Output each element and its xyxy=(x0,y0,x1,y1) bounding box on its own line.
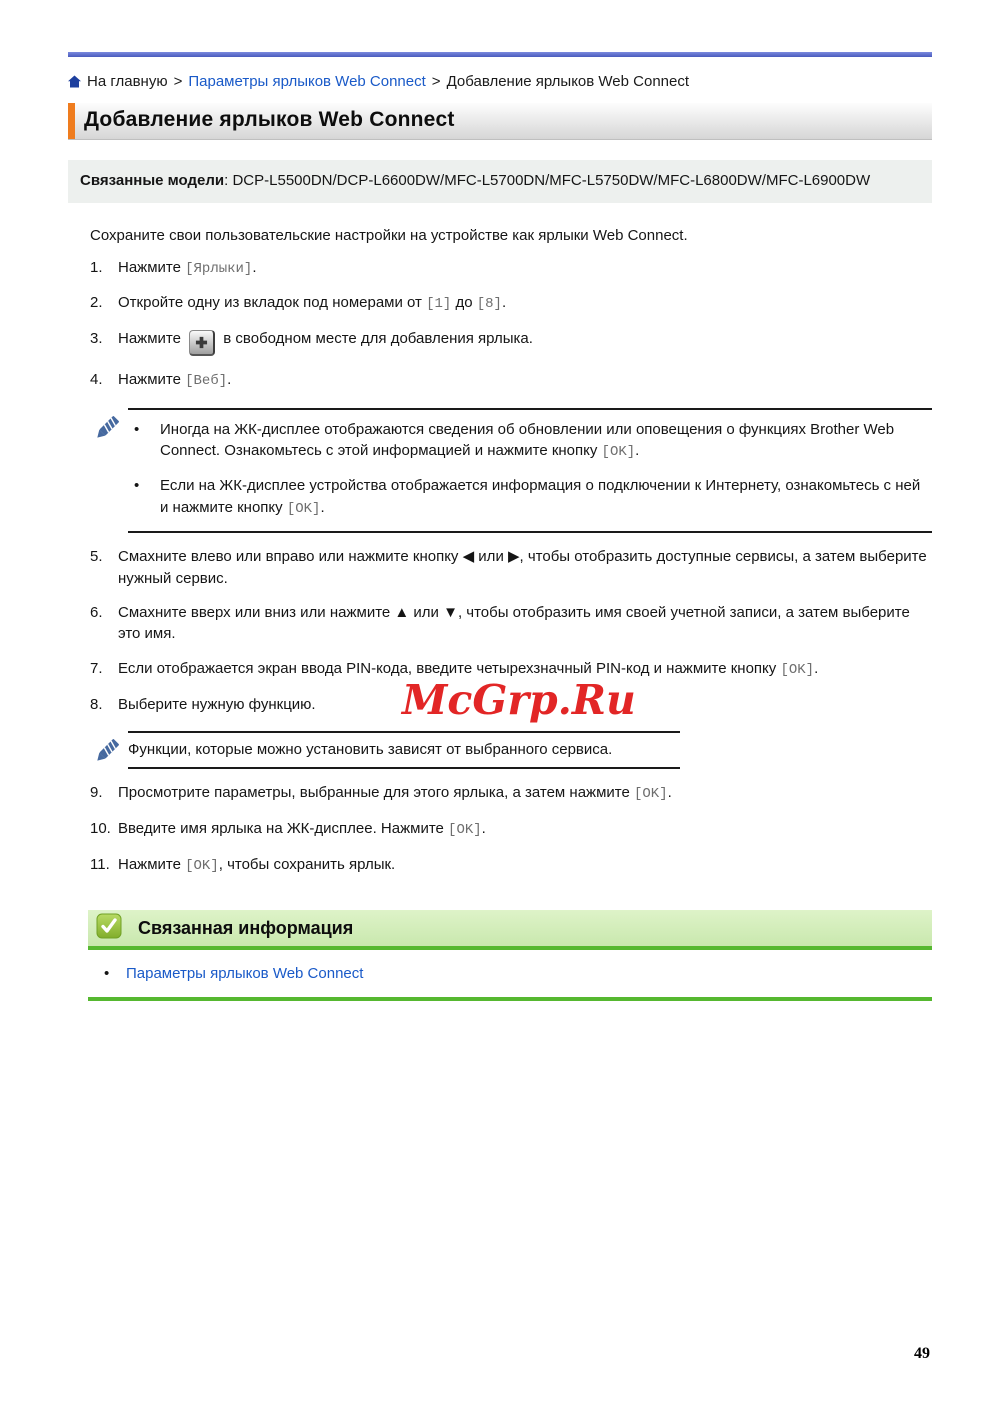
checkmark-icon xyxy=(96,913,122,943)
intro-text: Сохраните свои пользовательские настройки на устройстве как ярлыки Web Connect. xyxy=(90,226,688,244)
text-run: Выберите нужную функцию. xyxy=(118,695,316,713)
pencil-note-icon xyxy=(90,733,124,773)
lcd-button-label: [OK] xyxy=(185,857,219,874)
text-run: , чтобы сохранить ярлык. xyxy=(218,855,396,873)
text-run: . xyxy=(481,819,486,837)
step-number: 3. xyxy=(90,330,103,348)
text-run: . xyxy=(667,783,672,801)
related-models-label: Связанные модели xyxy=(80,172,225,189)
green-divider-rule xyxy=(88,997,932,1001)
text-run: Нажмите xyxy=(118,855,186,873)
steps-1-4 xyxy=(90,257,932,393)
lcd-button-label: [OK] xyxy=(601,444,636,461)
text-run: . xyxy=(814,659,819,677)
step-content xyxy=(118,854,395,877)
lcd-button-label: [OK] xyxy=(780,661,815,678)
step-content xyxy=(118,602,932,645)
step-item xyxy=(90,257,932,280)
related-models-box xyxy=(68,160,932,203)
step-number: 1. xyxy=(90,258,103,276)
bullet-marker: • xyxy=(134,421,140,439)
plus-button-icon xyxy=(189,330,215,356)
note-text: Функции, которые можно установить зависят от выбранного сервиса. xyxy=(128,740,613,758)
text-run: . xyxy=(635,442,640,460)
text-run: Если отображается экран ввода PIN-кода, введите четырехзначный PIN-код и нажмите кнопку xyxy=(118,659,781,677)
breadcrumb-link-web-connect-settings[interactable]: Параметры ярлыков Web Connect xyxy=(188,73,426,90)
note-block-1 xyxy=(90,408,932,533)
lcd-button-label: [OK] xyxy=(286,500,321,517)
step-content xyxy=(118,292,506,315)
step-number: 4. xyxy=(90,371,103,389)
breadcrumb-home[interactable]: На главную xyxy=(87,73,168,90)
watermark: McGrp.Ru xyxy=(402,676,636,724)
text-run: Просмотрите параметры, выбранные для этого ярлыка, а затем нажмите xyxy=(118,783,634,801)
note-bullet-content xyxy=(160,475,932,519)
note-bullet-item xyxy=(128,475,932,519)
lcd-button-label: [Ярлыки] xyxy=(185,260,253,277)
step-item xyxy=(90,854,932,877)
step-number: 8. xyxy=(90,695,103,713)
text-run: . xyxy=(320,498,325,516)
text-run: Введите имя ярлыка на ЖК-дисплее. Нажмите xyxy=(118,819,449,837)
step-item xyxy=(90,328,932,356)
step-number: 11. xyxy=(90,855,110,873)
text-run: в свободном месте для добавления ярлыка. xyxy=(219,330,533,348)
step-item xyxy=(90,546,932,589)
lcd-button-label: [OK] xyxy=(448,821,482,838)
step-content xyxy=(118,257,257,280)
breadcrumb-separator: > xyxy=(173,73,183,90)
text-run: Смахните влево или вправо или нажмите кнопку ◀ или ▶, чтобы отобразить доступные сервисы, а затем выберите нужный сервис. xyxy=(118,548,927,587)
related-information-header xyxy=(88,910,932,946)
page-title-bar xyxy=(68,103,932,140)
step-item xyxy=(90,602,932,645)
text-run: Если на ЖК-дисплее устройства отображается информация о подключении к Интернету, ознакомьтесь с ней и нажмите кнопку xyxy=(160,477,921,516)
step-item xyxy=(90,292,932,315)
step-item xyxy=(90,782,932,805)
lcd-button-label: [Веб] xyxy=(185,373,228,390)
step-content xyxy=(118,546,932,589)
note-block-2 xyxy=(90,731,932,769)
related-link-item xyxy=(104,963,932,984)
breadcrumb-current-page: Добавление ярлыков Web Connect xyxy=(446,73,690,90)
note-content xyxy=(128,731,680,769)
text-run: до xyxy=(451,294,477,312)
bullet-marker: • xyxy=(134,477,140,495)
step-content xyxy=(118,694,316,715)
related-information-title: Связанная информация xyxy=(138,917,354,938)
pencil-note-icon xyxy=(90,410,124,450)
manual-page-content xyxy=(68,0,932,1001)
note-bullet-item xyxy=(128,419,932,463)
step-content xyxy=(118,328,533,356)
related-link-web-connect-settings[interactable]: Параметры ярлыков Web Connect xyxy=(126,965,364,983)
steps-9-11 xyxy=(90,782,932,877)
text-run: Иногда на ЖК-дисплее отображаются сведения об обновлении или оповещения о функциях Brother Web Connect. Ознакомьтесь с этой информацией и нажмите кнопку xyxy=(160,421,895,460)
lcd-button-label: [1] xyxy=(426,296,452,313)
text-run: Смахните вверх или вниз или нажмите ▲ или ▼, чтобы отобразить имя своей учетной записи, а затем выберите это имя. xyxy=(118,604,910,643)
text-run: . xyxy=(252,258,257,276)
bullet-marker: • xyxy=(104,965,110,983)
breadcrumb-separator: > xyxy=(431,73,441,90)
step-content xyxy=(118,782,672,805)
top-divider-rule xyxy=(68,52,932,57)
step-item xyxy=(90,818,932,841)
lcd-button-label: [OK] xyxy=(633,785,668,802)
text-run: Нажмите xyxy=(118,371,186,389)
title-accent-bar xyxy=(68,103,75,139)
step-number: 5. xyxy=(90,548,103,566)
related-information-section xyxy=(68,910,932,1001)
related-links xyxy=(104,963,932,984)
step-content xyxy=(118,818,486,841)
text-run: Нажмите xyxy=(118,330,186,348)
step-number: 2. xyxy=(90,294,103,312)
note-bullet-content xyxy=(160,419,932,463)
lcd-button-label: [8] xyxy=(476,296,502,313)
related-models-list: : DCP-L5500DN/DCP-L6600DW/MFC-L5700DN/MFC-L5750DW/MFC-L6800DW/MFC-L6900DW xyxy=(224,172,871,189)
text-run: Нажмите xyxy=(118,258,186,276)
breadcrumb xyxy=(68,73,932,90)
page-number: 49 xyxy=(914,1345,930,1362)
step-content xyxy=(118,369,231,392)
step-number: 7. xyxy=(90,659,103,677)
text-run: Откройте одну из вкладок под номерами от xyxy=(118,294,427,312)
note-content xyxy=(128,408,932,533)
home-icon xyxy=(68,75,81,88)
text-run: . xyxy=(501,294,507,312)
step-number: 10. xyxy=(90,819,111,837)
text-run: . xyxy=(227,371,232,389)
step-item xyxy=(90,369,932,392)
step-number: 9. xyxy=(90,783,103,801)
green-divider-rule xyxy=(88,946,932,950)
page-title: Добавление ярлыков Web Connect xyxy=(84,108,455,131)
step-number: 6. xyxy=(90,604,103,622)
